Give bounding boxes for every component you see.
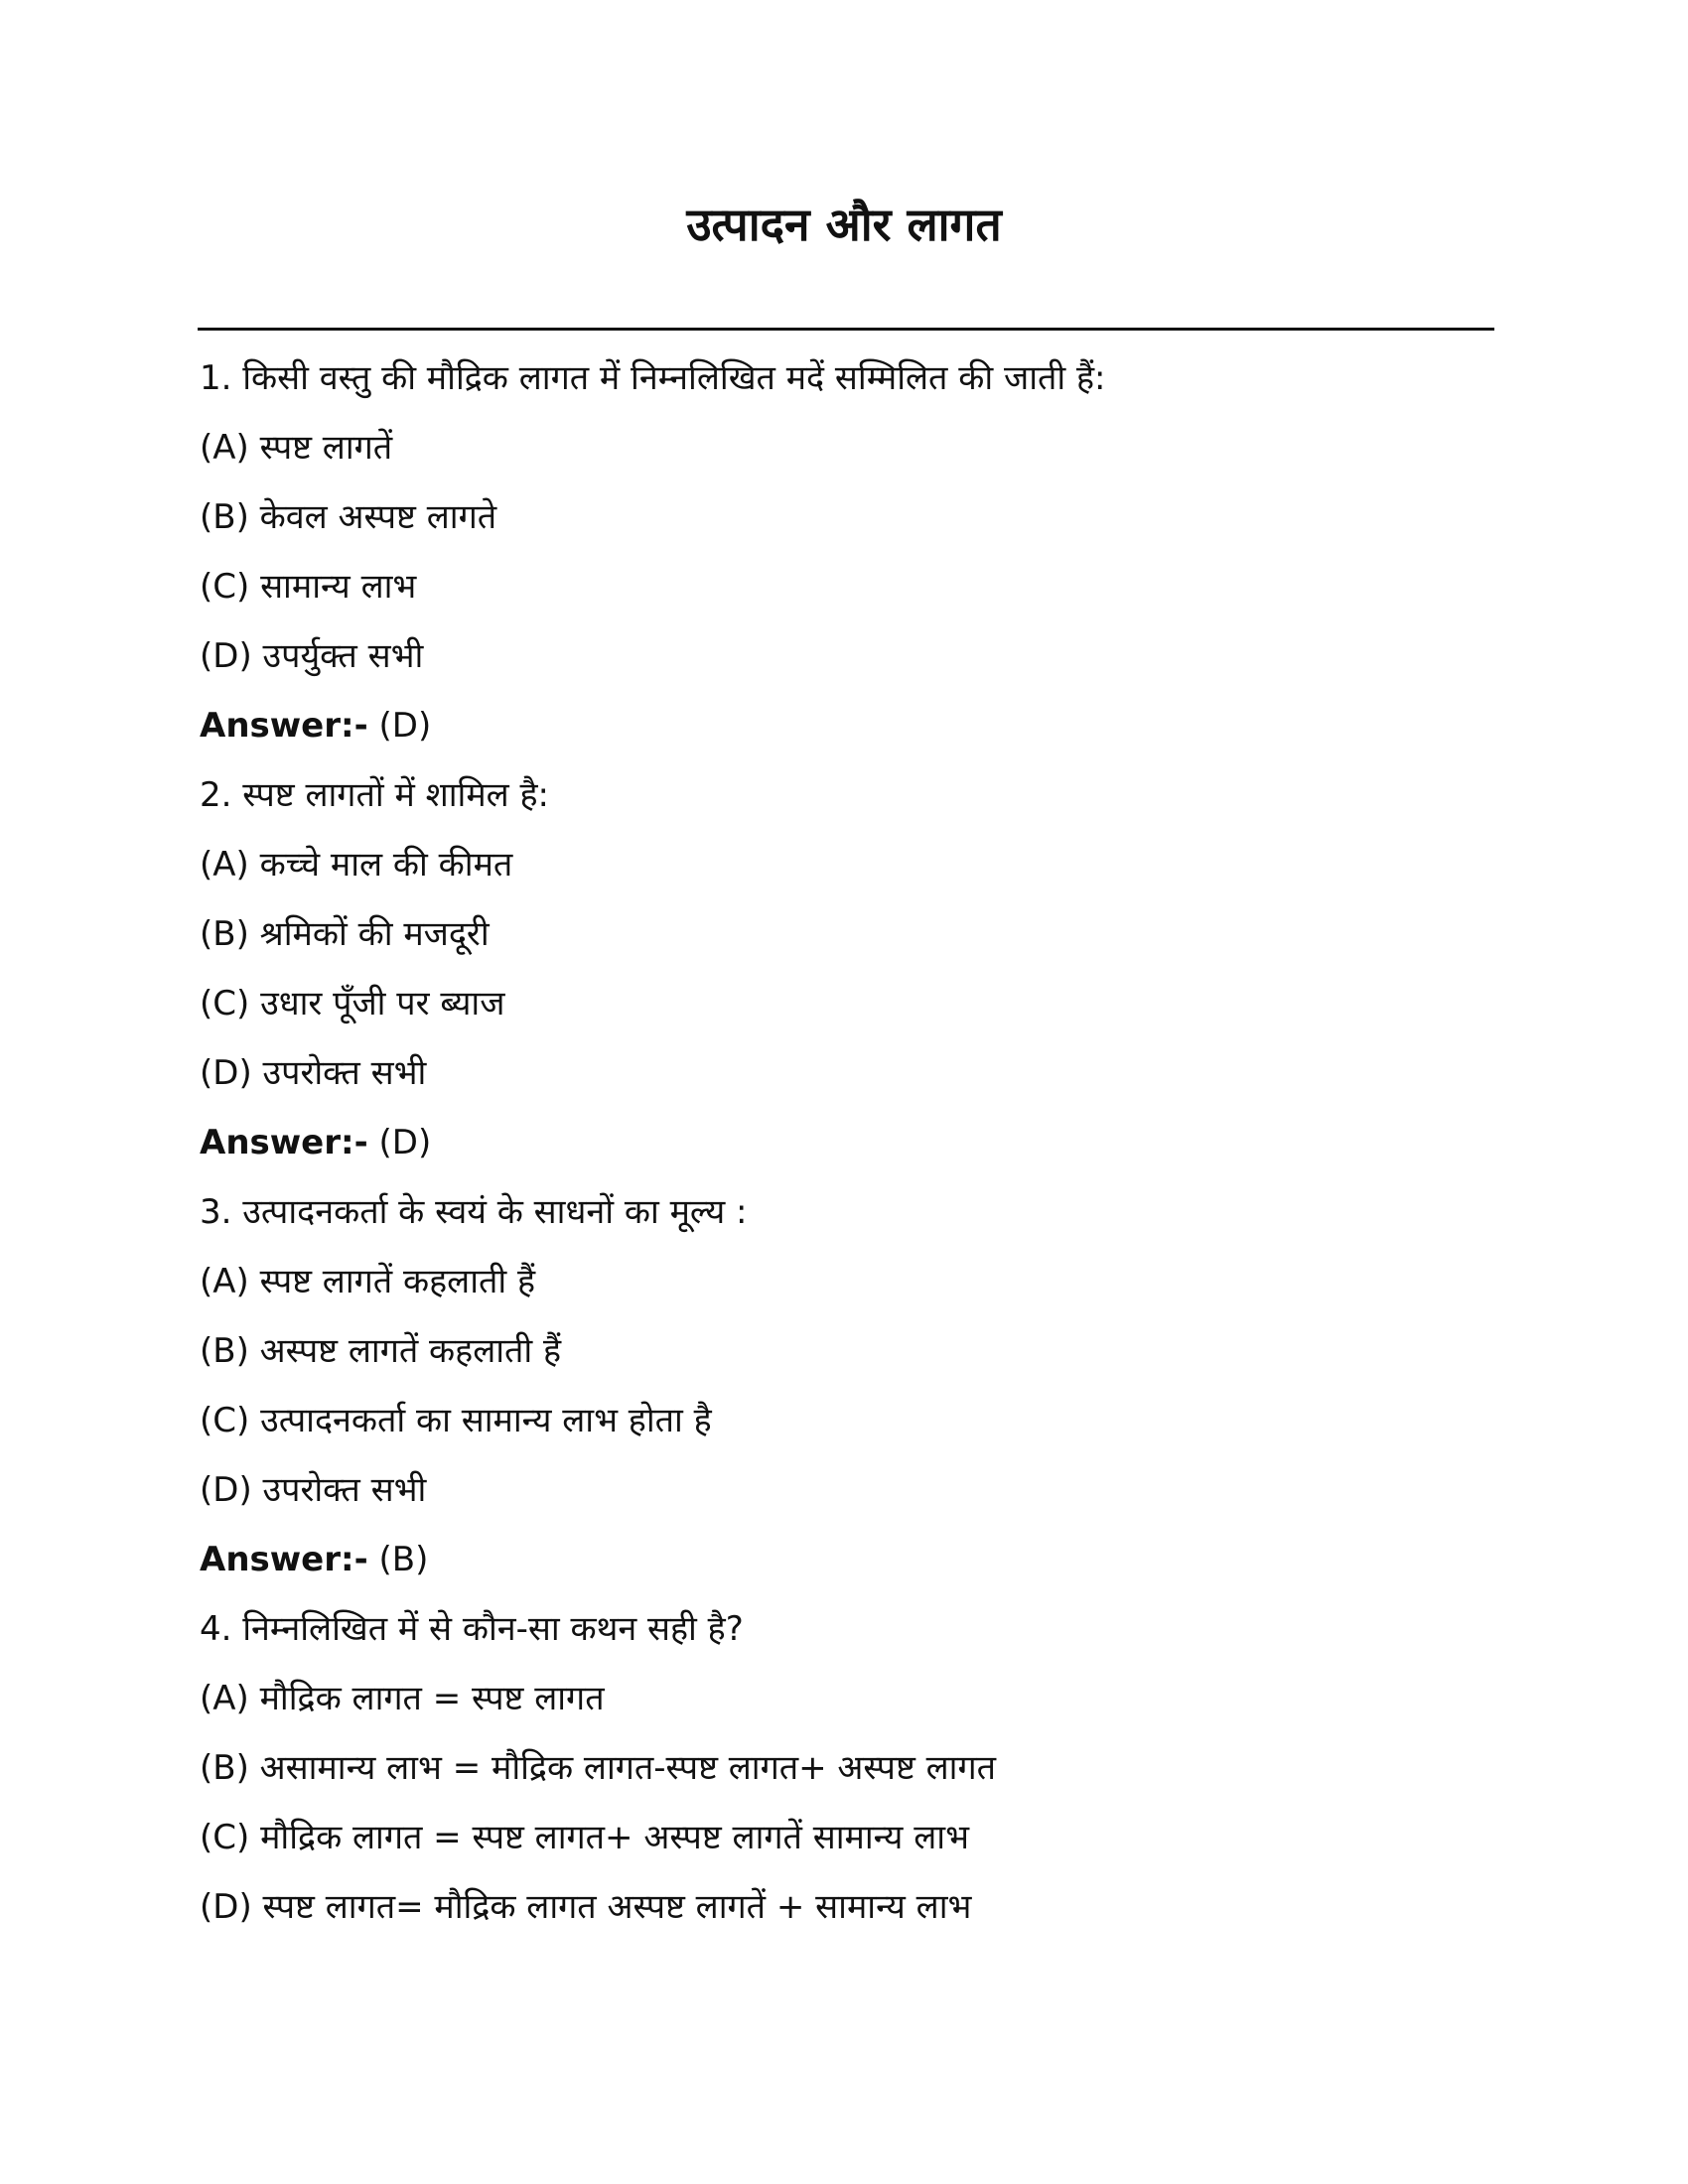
option-c: (C) सामान्य लाभ bbox=[200, 567, 417, 607]
answer-line bbox=[200, 691, 1490, 760]
question-text: 4. निम्नलिखित में से कौन-सा कथन सही है? bbox=[200, 1609, 744, 1649]
answer-label: Answer:- bbox=[200, 706, 368, 746]
option-b: (B) श्रमिकों की मजदूरी bbox=[200, 914, 490, 954]
option-d: (D) उपर्युक्त सभी bbox=[200, 636, 424, 676]
answer-line bbox=[200, 1525, 1490, 1594]
question-text: 2. स्पष्ट लागतों में शामिल है: bbox=[200, 775, 550, 815]
option-d: (D) स्पष्ट लागत= मौद्रिक लागत अस्पष्ट लागतें + सामान्य लाभ bbox=[200, 1887, 972, 1927]
option-a: (A) स्पष्ट लागतें bbox=[200, 428, 393, 468]
question-text: 1. किसी वस्तु की मौद्रिक लागत में निम्नलिखित मदें सम्मिलित की जाती हैं: bbox=[200, 358, 1106, 398]
option-c: (C) मौद्रिक लागत = स्पष्ट लागत+ अस्पष्ट लागतें सामान्य लाभ bbox=[200, 1818, 969, 1857]
option-a: (A) कच्चे माल की कीमत bbox=[200, 845, 513, 885]
option-c: (C) उधार पूँजी पर ब्याज bbox=[200, 984, 505, 1024]
answer-label: Answer:- bbox=[200, 1123, 368, 1162]
option-a: (A) स्पष्ट लागतें कहलाती हैं bbox=[200, 1262, 536, 1301]
option-a: (A) मौद्रिक लागत = स्पष्ट लागत bbox=[200, 1679, 605, 1718]
option-b: (B) असामान्य लाभ = मौद्रिक लागत-स्पष्ट लागत+ अस्पष्ट लागत bbox=[200, 1748, 996, 1788]
option-d: (D) उपरोक्त सभी bbox=[200, 1053, 427, 1093]
option-d: (D) उपरोक्त सभी bbox=[200, 1470, 427, 1510]
title-divider bbox=[198, 328, 1494, 331]
answer-line bbox=[200, 1108, 1490, 1177]
page-title: उत्पादन और लागत bbox=[686, 198, 1002, 251]
answer-value: (B) bbox=[378, 1540, 429, 1579]
option-c: (C) उत्पादनकर्ता का सामान्य लाभ होता है bbox=[200, 1401, 712, 1440]
question-list bbox=[200, 343, 1490, 1942]
option-b: (B) अस्पष्ट लागतें कहलाती हैं bbox=[200, 1331, 562, 1371]
question-text: 3. उत्पादनकर्ता के स्वयं के साधनों का मूल्य : bbox=[200, 1192, 748, 1232]
answer-value: (D) bbox=[378, 706, 432, 746]
answer-label: Answer:- bbox=[200, 1540, 368, 1579]
answer-value: (D) bbox=[378, 1123, 432, 1162]
option-b: (B) केवल अस्पष्ट लागते bbox=[200, 497, 497, 537]
